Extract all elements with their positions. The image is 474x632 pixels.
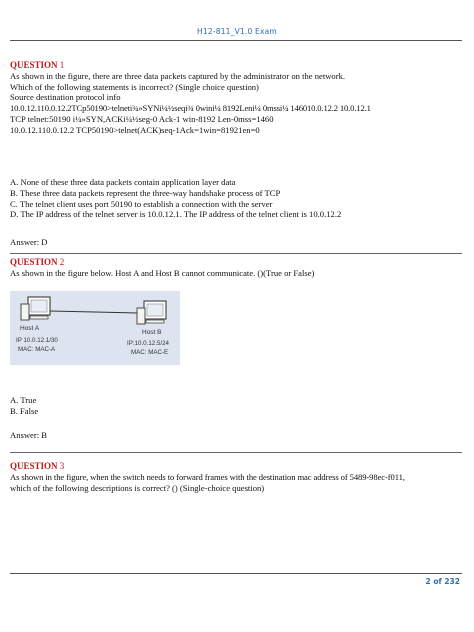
question-text-line: Which of the following statements is incorrect? (Single choice question) — [10, 81, 259, 92]
host-b-name: Host B — [142, 329, 162, 336]
page-number: 2 of 232 — [425, 577, 460, 586]
question-text-line: As shown in the figure, when the switch needs to forward frames with the destination mac address of 5489-98ec-f011, — [10, 471, 405, 482]
question-text-line: As shown in the figure, there are three data packets captured by the administrator on the network. — [10, 70, 346, 81]
question-1 — [10, 60, 462, 136]
question-2-answer — [10, 430, 462, 441]
question-text-line: TCP telnet:50190 i¼»SYN,ACKi¼½seg-0 Ack-1 win-8192 Len-0mss=1460 — [10, 113, 274, 124]
option-a: A. True — [10, 395, 37, 405]
question-number: 2 — [59, 257, 65, 267]
question-2 — [10, 257, 462, 279]
question-divider — [10, 452, 462, 453]
question-2-heading — [10, 257, 462, 268]
question-text-line: Source destination protocol info — [10, 92, 121, 103]
option-b: B. False — [10, 405, 39, 416]
answer-text: Answer: B — [10, 430, 47, 440]
question-text-line: 10.0.12.110.0.12.2 TCP50190>telnet(ACK)seq-1Ack=1win=81921en=0 — [10, 124, 260, 135]
question-divider — [10, 253, 462, 254]
answer-text: Answer: D — [10, 237, 48, 247]
question-label: QUESTION — [10, 461, 58, 471]
host-a-computer-icon — [21, 297, 50, 320]
host-a-name: Host A — [20, 325, 40, 332]
host-a-mac: MAC: MAC-A — [18, 346, 56, 353]
question-text-line: As shown in the figure below. Host A and Host B cannot communicate. ()(True or False) — [10, 267, 315, 278]
host-a-ip: IP 10.0.12.1/30 — [16, 337, 58, 344]
question-text-line: which of the following descriptions is correct? () (Single-choice question) — [10, 482, 265, 493]
question-1-options — [10, 177, 462, 220]
question-1-heading — [10, 60, 462, 71]
question-text-line: 10.0.12.110.0.12.2TCp50190>telneti¾»SYNi¼½seqi¾ 0wini¼ 8192Leni¼ 0mssi¼ 146010.0.12.2 10.0.12.1 — [10, 103, 371, 114]
host-b-computer-icon — [137, 301, 166, 324]
question-1-answer — [10, 237, 462, 248]
question-3-heading — [10, 461, 462, 472]
host-b-mac: MAC: MAC-E — [131, 349, 169, 356]
question-2-options — [10, 395, 462, 417]
option-c: C. The telnet client uses port 50190 to establish a connection with the server — [10, 198, 273, 209]
question-number: 3 — [59, 461, 65, 471]
network-figure — [10, 291, 180, 365]
header-title: H12-811_V1.0 Exam — [197, 27, 277, 36]
question-label: QUESTION — [10, 60, 58, 70]
question-3 — [10, 461, 462, 493]
option-b: B. These three data packets represent the three-way handshake process of TCP — [10, 187, 281, 198]
question-label: QUESTION — [10, 257, 58, 267]
network-link — [50, 311, 137, 313]
footer-divider — [10, 573, 462, 574]
option-a: A. None of these three data packets contain application layer data — [10, 177, 236, 187]
question-number: 1 — [59, 60, 65, 70]
header-divider — [10, 40, 462, 41]
option-d: D. The IP address of the telnet server is 10.0.12.1. The IP address of the telnet client is 10.0.12.2 — [10, 209, 342, 220]
host-b-ip: IP:10.0.12.5/24 — [127, 340, 169, 347]
